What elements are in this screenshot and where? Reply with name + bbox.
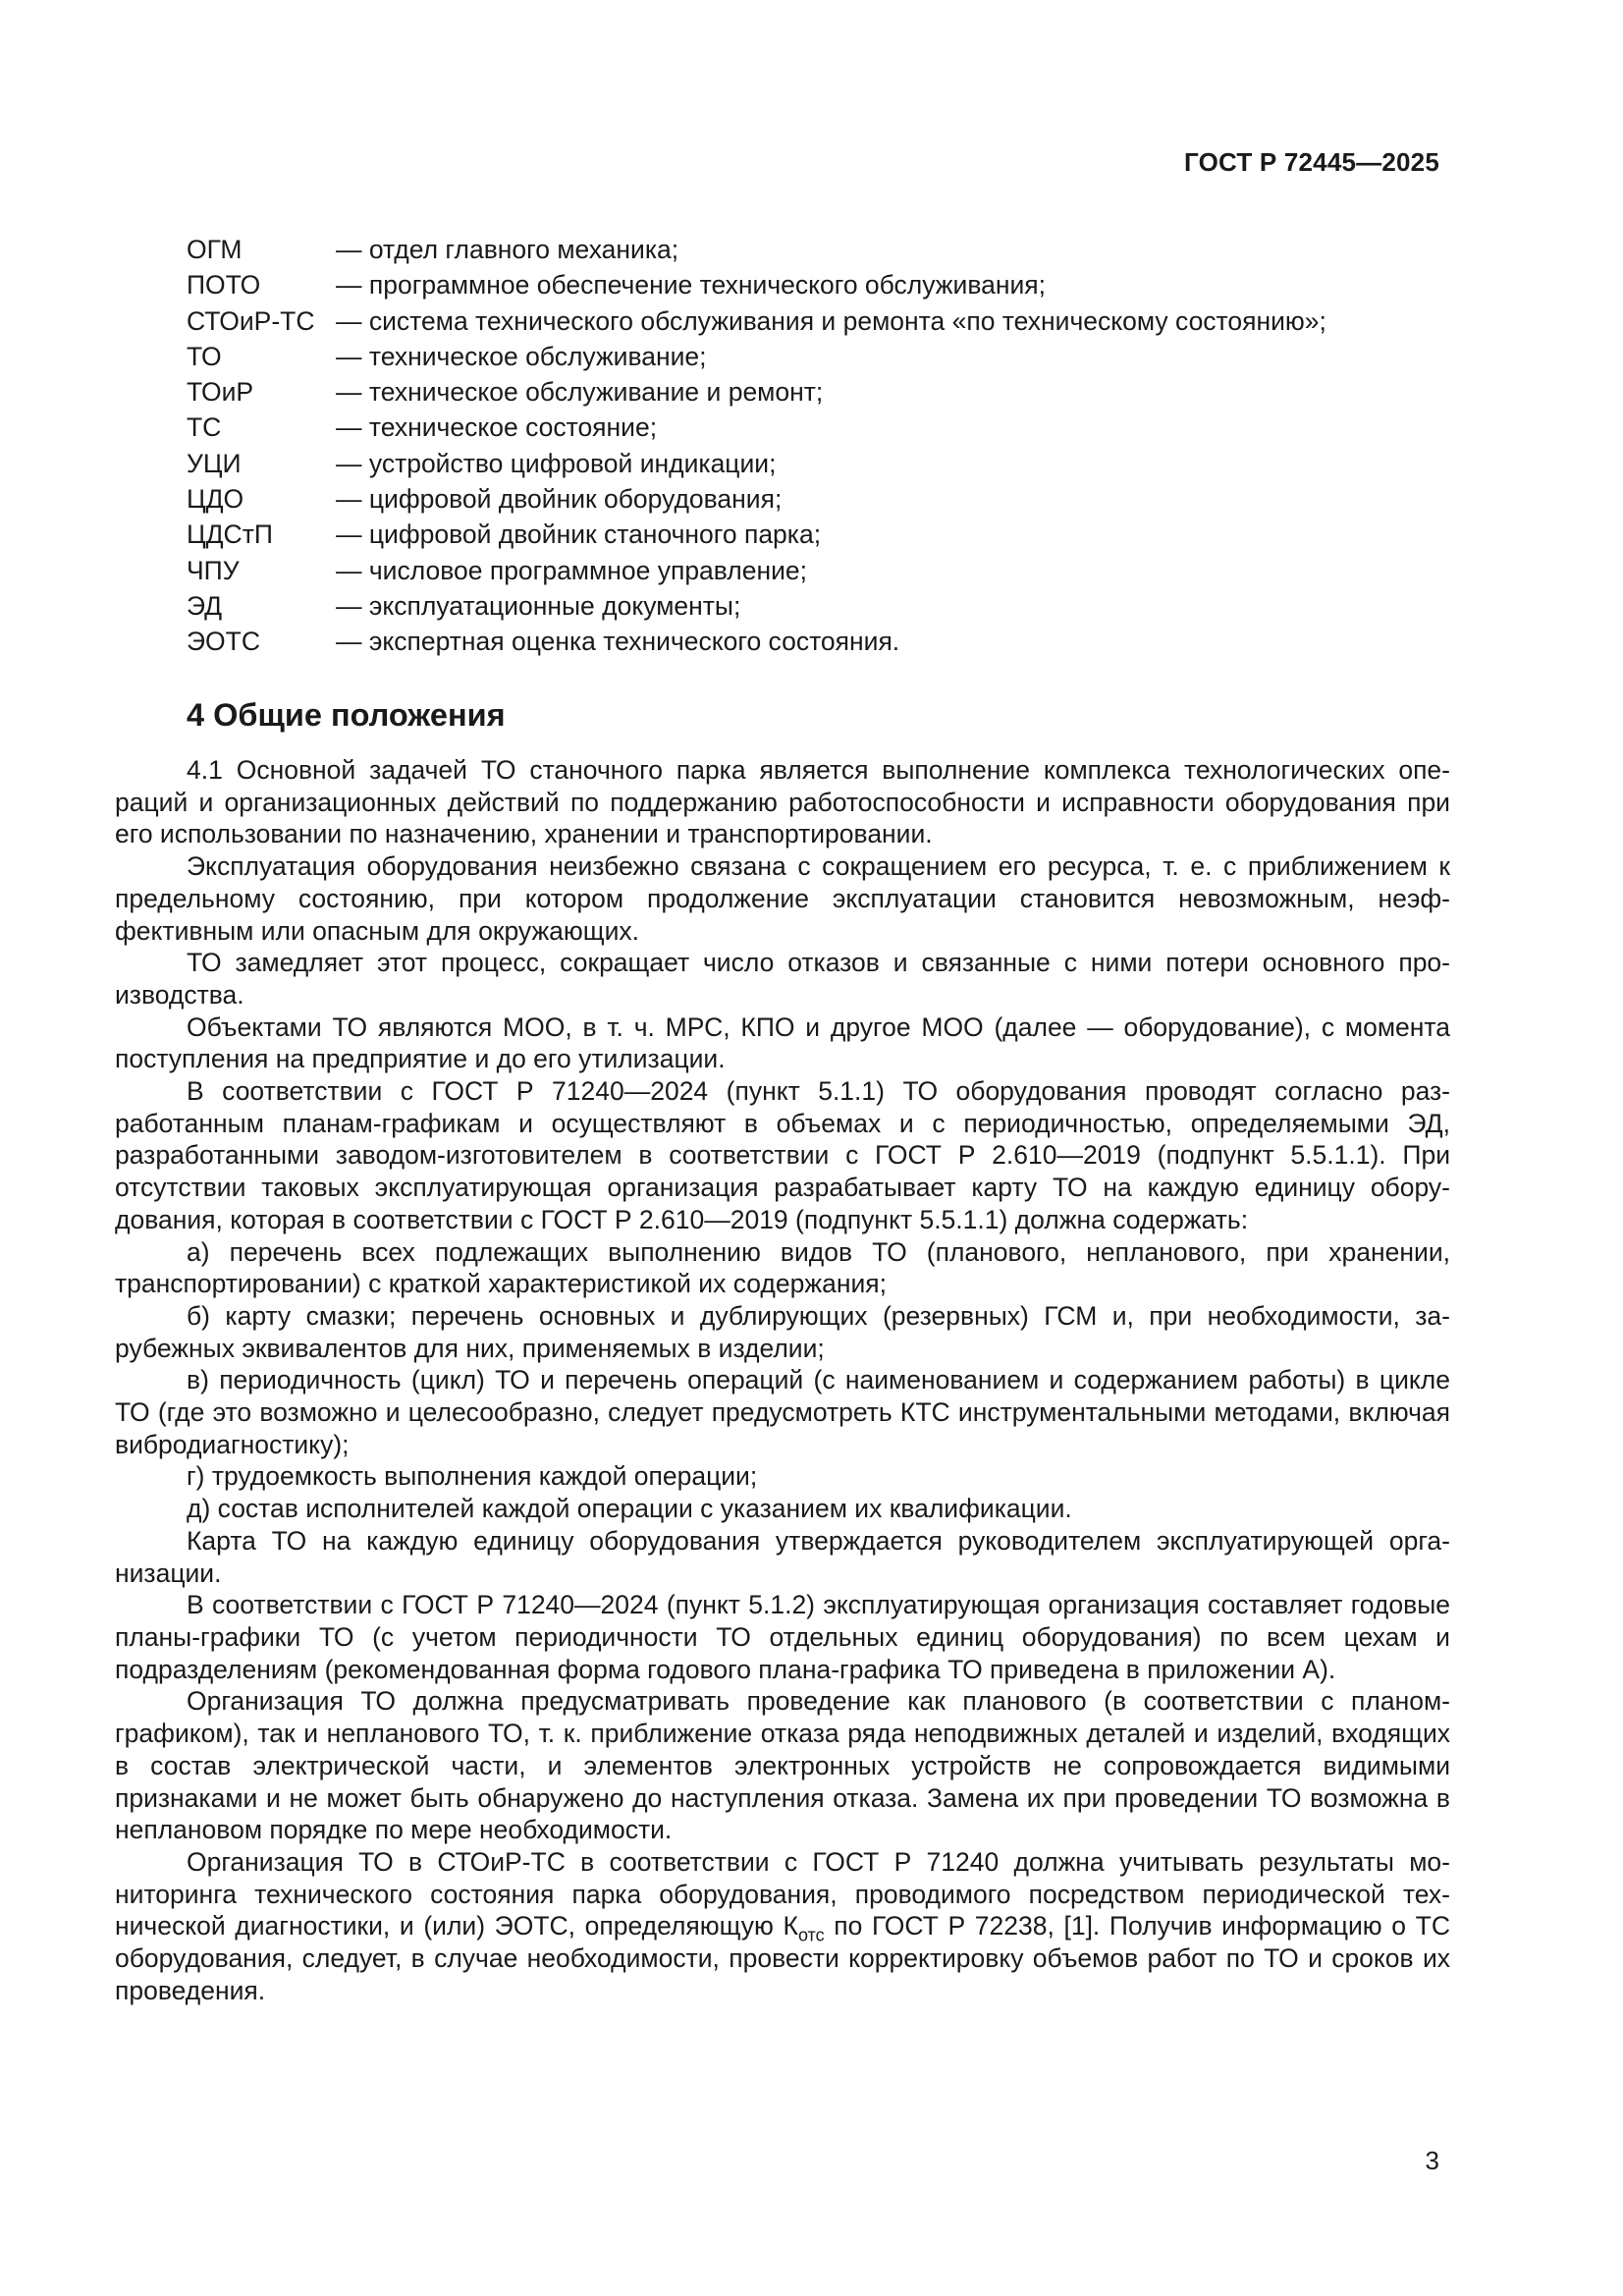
abbreviation-row (187, 339, 1443, 374)
abbreviation-row (187, 410, 1443, 445)
abbreviation-term: ТО (187, 341, 222, 371)
abbreviation-row (187, 267, 1443, 302)
abbreviation-row (187, 303, 1443, 339)
abbreviation-list (187, 232, 1443, 660)
paragraph: ТО замедляет этот процесс, сокращает число отказов и связанные с ними потери основного производства. (115, 948, 1450, 1010)
abbreviation-definition: — цифровой двойник станочного парка; (336, 519, 822, 550)
abbreviation-row (187, 624, 1443, 659)
paragraph-text-before: Организация ТО в СТОиР-ТС в соответствии с ГОСТ Р 71240 должна учитывать результаты мониторинга технического состояния парка оборудования, проводимого посредством периодической технической диагностики, и (или) ЭОТС, определяющую К (115, 1846, 1450, 1941)
abbreviation-row (187, 374, 1443, 410)
abbreviation-row (187, 446, 1443, 481)
abbreviation-row (187, 553, 1443, 588)
abbreviation-term: ТОиР (187, 377, 254, 408)
abbreviation-definition: — эксплуатационные документы; (336, 590, 741, 621)
abbreviation-definition: — система технического обслуживания и ремонта «по техническому состоянию»; (336, 305, 1326, 336)
abbreviation-term: ТС (187, 412, 222, 443)
abbreviation-definition: — техническое обслуживание; (336, 341, 707, 371)
abbreviation-definition: — устройство цифровой индикации; (336, 448, 777, 478)
abbreviation-term: СТОиР-ТС (187, 305, 315, 336)
section-heading: 4 Общие положения (187, 697, 506, 733)
abbreviation-term: ЦДСтП (187, 519, 273, 550)
abbreviation-term: УЦИ (187, 448, 242, 478)
abbreviation-row (187, 481, 1443, 517)
page-number: 3 (1425, 2146, 1439, 2175)
paragraph: Организация ТО должна предусматривать проведение как планового (в соответствии с планом-графиком), так и непланового ТО, т. к. приближение отказа ряда неподвижных деталей и изделий, входящих в состав электрической части, и элементов электронных устройств не сопровождается видимыми признаками и не может быть обнаружено до наступления отказа. Замена их при проведении ТО возможна в неплановом порядке по мере необходимости. (115, 1686, 1450, 1845)
abbreviation-term: ЧПУ (187, 555, 240, 585)
abbreviation-term: ЦДО (187, 484, 244, 515)
abbreviation-term: ОГМ (187, 235, 243, 264)
abbreviation-definition: — отдел главного механика; (336, 235, 679, 264)
abbreviation-definition: — экспертная оценка технического состояния. (336, 627, 900, 657)
paragraph: Объектами ТО являются МОО, в т. ч. МРС, КПО и другое МОО (далее — оборудование), с момента поступления на предприятие и до его утилизации. (115, 1011, 1450, 1074)
paragraph-text-after: по ГОСТ Р 72238, [1]. Получив информацию о ТС оборудования, следует, в случае необходимости, провести корректировку объемов работ по ТО и сроков их проведения. (115, 1911, 1450, 2005)
paragraph: В соответствии с ГОСТ Р 71240—2024 (пункт 5.1.2) эксплуатирующая организация составляет годовые планы-графики ТО (с учетом периодичности ТО отдельных единиц оборудования) по всем цехам и подразделениям (рекомендованная форма годового плана-графика ТО приведена в приложении А). (115, 1590, 1450, 1684)
paragraph: 4.1 Основной задачей ТО станочного парка является выполнение комплекса технологических операций и организационных действий по поддержанию работоспособности и исправности оборудования при его использовании по назначению, хранении и транспортировании. (115, 755, 1450, 849)
paragraph: В соответствии с ГОСТ Р 71240—2024 (пункт 5.1.1) ТО оборудования проводят согласно разработанным планам-графикам и осуществляют в объемах и с периодичностью, определяемыми ЭД, разработанными заводом-изготовителем в соответствии с ГОСТ Р 2.610—2019 (подпункт 5.5.1.1). При отсутствии таковых эксплуатирующая организация разрабатывает карту ТО на каждую единицу оборудования, которая в соответствии с ГОСТ Р 2.610—2019 (подпункт 5.5.1.1) должна содержать: (115, 1076, 1450, 1234)
list-item-b: б) карту смазки; перечень основных и дублирующих (резервных) ГСМ и, при необходимости, зарубежных эквивалентов для них, применяемых в изделии; (115, 1300, 1450, 1363)
k-subscript: отс (797, 1925, 825, 1945)
abbreviation-term: ЭД (187, 590, 223, 621)
abbreviation-definition: — техническое обслуживание и ремонт; (336, 377, 824, 408)
paragraph: Эксплуатация оборудования неизбежно связана с сокращением его ресурса, т. е. с приближением к предельному состоянию, при котором продолжение эксплуатации становится невозможным, неэффективным или опасным для окружающих. (115, 851, 1450, 946)
abbreviation-term: ЭОТС (187, 627, 260, 657)
abbreviation-definition: — программное обеспечение технического обслуживания; (336, 270, 1047, 301)
abbreviation-definition: — числовое программное управление; (336, 555, 808, 585)
abbreviation-row (187, 517, 1443, 552)
abbreviation-term: ПОТО (187, 270, 261, 301)
abbreviation-row (187, 588, 1443, 624)
paragraph: Карта ТО на каждую единицу оборудования утверждается руководителем эксплуатирующей организации. (115, 1525, 1450, 1588)
list-item-a: а) перечень всех подлежащих выполнению видов ТО (планового, непланового, при хранении, транспортировании) с краткой характеристикой их содержания; (115, 1236, 1450, 1299)
document-code: ГОСТ Р 72445—2025 (1184, 147, 1439, 177)
abbreviation-definition: — техническое состояние; (336, 412, 658, 443)
abbreviation-row (187, 232, 1443, 267)
paragraph-last (115, 1846, 1450, 2007)
section-body (115, 754, 1450, 2006)
list-item-c: в) периодичность (цикл) ТО и перечень операций (с наименованием и содержанием работы) в цикле ТО (где это возможно и целесообразно, следует предусмотреть КТС инструментальными методами, включая вибродиагностику); (115, 1365, 1450, 1459)
list-item-e: д) состав исполнителей каждой операции с указанием их квалификации. (187, 1494, 1072, 1524)
list-item-d: г) трудоемкость выполнения каждой операции; (187, 1461, 758, 1492)
abbreviation-definition: — цифровой двойник оборудования; (336, 484, 783, 515)
